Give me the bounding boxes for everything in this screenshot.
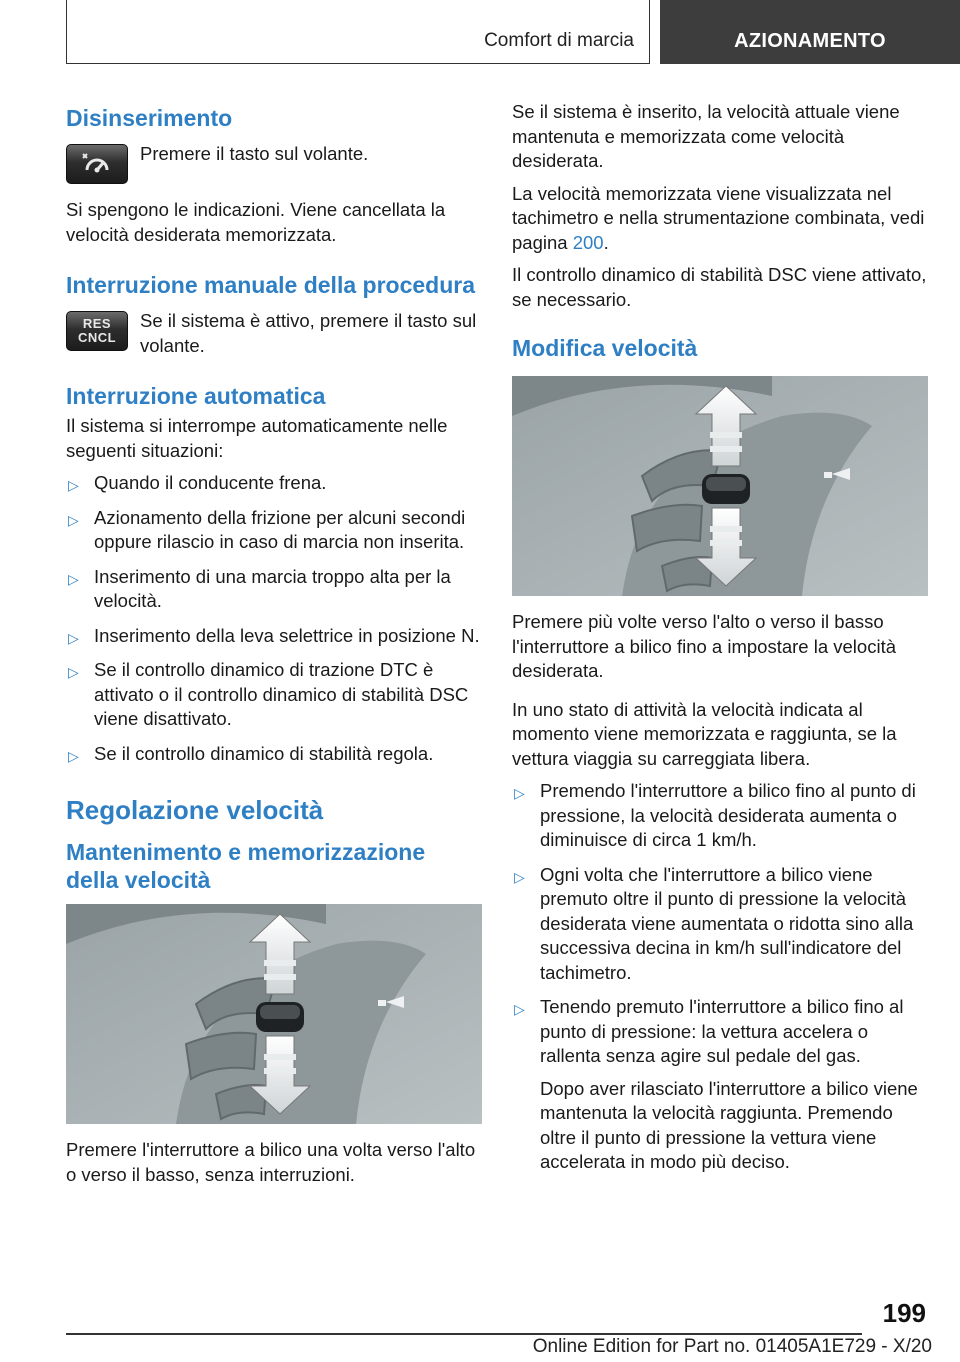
list-item: ▷ Inserimento della leva selettrice in posizione N.: [66, 624, 482, 649]
triangle-bullet-icon: ▷: [514, 868, 525, 885]
cruise-control-button-image: [66, 144, 128, 184]
heading-modifica-velocita: Modifica velocità: [512, 335, 698, 361]
right-paragraph-4: In uno stato di attività la velocità indicata al momento viene memorizzata e raggiunta, se la vettura viaggia su carreggiata libera.: [512, 698, 897, 769]
page-200-link[interactable]: 200: [572, 231, 604, 253]
res-label: RES: [82, 316, 112, 331]
list-item: ▷ Azionamento della frizione per alcuni secondi oppure rilascio in caso di marcia non inserita.: [68, 506, 466, 552]
disinserimento-button-row: [66, 142, 482, 184]
triangle-bullet-icon: ▷: [68, 629, 79, 646]
right-paragraph-3: Il controllo dinamico di stabilità DSC viene attivato, se necessario.: [512, 264, 927, 310]
disinserimento-body: Si spengono le indicazioni. Viene cancellata la velocità desiderata memorizzata.: [66, 199, 446, 245]
steering-wheel-rocker-switch-photo-2: [512, 376, 928, 596]
right-column: [512, 100, 930, 1185]
triangle-bullet-icon: ▷: [514, 1001, 525, 1017]
list-item: ▷ Quando il conducente frena.: [66, 471, 482, 496]
modifica-caption: Premere più volte verso l'alto o verso il basso l'interruttore a bilico fino a impostare la velocità desiderata.: [512, 611, 896, 681]
list-item: ▷ Se il controllo dinamico di trazione DTC è attivato o il controllo dinamico di stabilità DSC viene disattivato.: [68, 659, 469, 729]
steering-wheel-rocker-switch-photo: [66, 904, 482, 1124]
triangle-bullet-icon: ▷: [68, 570, 79, 587]
triangle-bullet-icon: ▷: [68, 747, 79, 764]
heading-interruzione-automatica: Interruzione automatica: [66, 383, 326, 409]
heading-regolazione-velocita: Regolazione velocità: [66, 795, 324, 825]
left-column: [66, 100, 482, 1195]
interruzione-manuale-instruction: Se il sistema è attivo, premere il tasto sul volante.: [140, 310, 477, 356]
right-paragraph-2: La velocità memorizzata viene visualizzata nel tachimetro e nella strumentazione combinata, vedi pagina 200.: [512, 182, 925, 253]
list-item: ▷ Tenendo premuto l'interruttore a bilico fino al punto di pressione: la vettura accelera o rallenta senza agire sul pedale del gas. Dopo aver rilasciato l'interruttore a bilico viene mantenuta la velocità raggiunta. Premendo oltre il punto di pressione la vettura viene accelerata in modo più deciso.: [512, 995, 930, 1175]
header-chapter-tab: AZIONAMENTO: [660, 0, 960, 64]
heading-disinserimento: Disinserimento: [66, 105, 233, 131]
header-section-title: Comfort di marcia: [484, 30, 634, 51]
mantenimento-caption: Premere l'interruttore a bilico una volta verso l'alto o verso il basso, senza interruzioni.: [66, 1139, 476, 1185]
page-number: 199: [882, 1298, 926, 1328]
disinserimento-instruction: Premere il tasto sul volante.: [140, 143, 369, 164]
triangle-bullet-icon: ▷: [514, 785, 525, 801]
cncl-label: CNCL: [77, 330, 117, 345]
list-item: ▷ Inserimento di una marcia troppo alta per la velocità.: [68, 565, 451, 611]
triangle-bullet-icon: ▷: [68, 477, 79, 493]
triangle-bullet-icon: ▷: [68, 511, 79, 528]
triangle-bullet-icon: ▷: [68, 664, 79, 680]
speedometer-icon: [77, 148, 117, 180]
list-item: ▷ Se il controllo dinamico di stabilità regola.: [66, 742, 482, 767]
interruzione-auto-intro: Il sistema si interrompe automaticamente nelle seguenti situazioni:: [66, 415, 448, 461]
heading-mantenimento: Mantenimento e memorizzazione della velocità: [66, 839, 426, 893]
list-item: ▷ Premendo l'interruttore a bilico fino al punto di pressione, la velocità desiderata aumenta o diminuisce di circa 1 km/h.: [514, 780, 916, 850]
res-cncl-button-row: [66, 309, 482, 358]
interruzione-auto-list: [66, 471, 482, 766]
footer-edition: Online Edition for Part no. 01405A1E729 - X/20: [532, 1336, 932, 1357]
bullet-3-extra: Dopo aver rilasciato l'interruttore a bilico viene mantenuta la velocità raggiunta. Premendo oltre il punto di pressione la vettura viene accelerata in modo più deciso.: [540, 1077, 918, 1172]
list-item: ▷ Ogni volta che l'interruttore a bilico viene premuto oltre il punto di pressione la velocità desiderata viene aumentata o ridotta sino alla successiva decina in km/h sull'indicatore del tachimetro.: [514, 863, 914, 983]
right-paragraph-1: Se il sistema è inserito, la velocità attuale viene mantenuta e memorizzata come velocità desiderata.: [512, 101, 900, 171]
heading-interruzione-manuale: Interruzione manuale della procedura: [66, 272, 475, 298]
modifica-list: [512, 779, 930, 1175]
footer-divider: [66, 1333, 862, 1335]
res-cncl-button-image: [66, 311, 128, 351]
